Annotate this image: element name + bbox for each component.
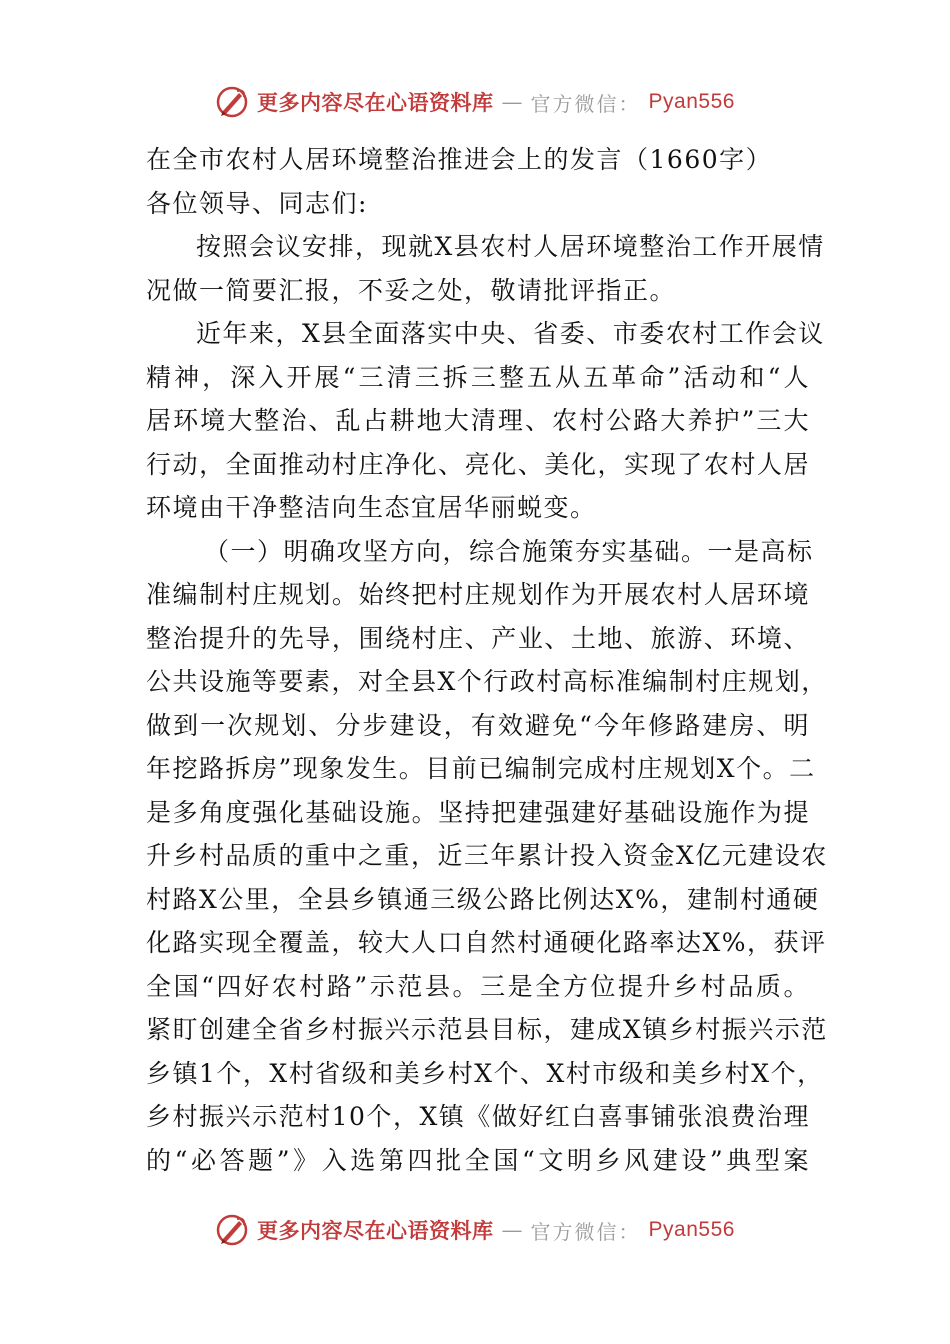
document-title: 在全市农村人居环境整治推进会上的发言（1660字）: [146, 145, 773, 174]
paragraph-line: 化路实现全覆盖，较大人口自然村通硬化路率达X%，获评: [146, 928, 827, 957]
document-body: [146, 138, 828, 1182]
paragraph-line: 整治提升的先导，围绕村庄、产业、土地、旅游、环境、: [146, 623, 810, 653]
paragraph-line: 况做一简要汇报，不妥之处，敬请批评指正。: [146, 275, 677, 305]
footer-watermark-banner: [0, 1210, 950, 1250]
banner-wechat-id: Pyan556: [648, 1218, 735, 1241]
paragraph-line: 精神，深入开展“三清三拆三整五从五革命”活动和“人: [146, 362, 810, 392]
paragraph-line: 近年来，X县全面落实中央、省委、市委农村工作会议: [196, 319, 825, 348]
paragraph-line: 居环境大整治、乱占耕地大清理、农村公路大养护”三大: [146, 406, 810, 435]
paragraph-line: 环境由干净整洁向生态宜居华丽蜕变。: [146, 493, 597, 522]
pen-logo-icon: [215, 1213, 249, 1247]
paragraph-line: 村路X公里，全县乡镇通三级公路比例达X%，建制村通硬: [146, 884, 820, 914]
paragraph-line: 按照会议安排，现就X县农村人居环境整治工作开展情: [196, 232, 825, 261]
paragraph-line: 的“必答题”》入选第四批全国“文明乡风建设”典型案: [146, 1145, 810, 1175]
salutation: 各位领导、同志们:: [146, 188, 368, 218]
banner-text: 更多内容尽在心语资料库: [257, 1218, 494, 1243]
header-watermark-banner: [0, 82, 950, 122]
paragraph-line: 紧盯创建全省乡村振兴示范县目标，建成X镇乡村振兴示范: [146, 1015, 828, 1044]
banner-official-label: 官方微信：: [530, 91, 641, 116]
paragraph-line: 准编制村庄规划。始终把村庄规划作为开展农村人居环境: [146, 580, 810, 609]
paragraph-line: 做到一次规划、分步建设，有效避免“今年修路建房、明: [146, 710, 810, 740]
paragraph-line: 升乡村品质的重中之重，近三年累计投入资金X亿元建设农: [146, 841, 828, 870]
paragraph-line: 是多角度强化基础设施。坚持把建强建好基础设施作为提: [146, 797, 810, 827]
paragraph-line: 公共设施等要素，对全县X个行政村高标准编制村庄规划，: [146, 667, 828, 696]
banner-dash: —: [501, 90, 523, 114]
paragraph-line: （一）明确攻坚方向，综合施策夯实基础。一是高标: [204, 536, 814, 566]
banner-dash: —: [501, 1218, 523, 1242]
paragraph-line: 乡镇1个，X村省级和美乡村X个、X村市级和美乡村X个，: [146, 1058, 824, 1088]
paragraph-line: 行动，全面推动村庄净化、亮化、美化，实现了农村人居: [146, 449, 810, 479]
paragraph-line: 乡村振兴示范村10个，X镇《做好红白喜事铺张浪费治理: [146, 1102, 810, 1131]
banner-wechat-id: Pyan556: [648, 90, 735, 113]
banner-text: 更多内容尽在心语资料库: [257, 90, 494, 115]
paragraph-line: 年挖路拆房”现象发生。目前已编制完成村庄规划X个。二: [146, 754, 816, 783]
paragraph-line: 全国“四好农村路”示范县。三是全方位提升乡村品质。: [146, 971, 810, 1001]
banner-official-label: 官方微信：: [530, 1219, 641, 1244]
pen-logo-icon: [215, 85, 249, 119]
